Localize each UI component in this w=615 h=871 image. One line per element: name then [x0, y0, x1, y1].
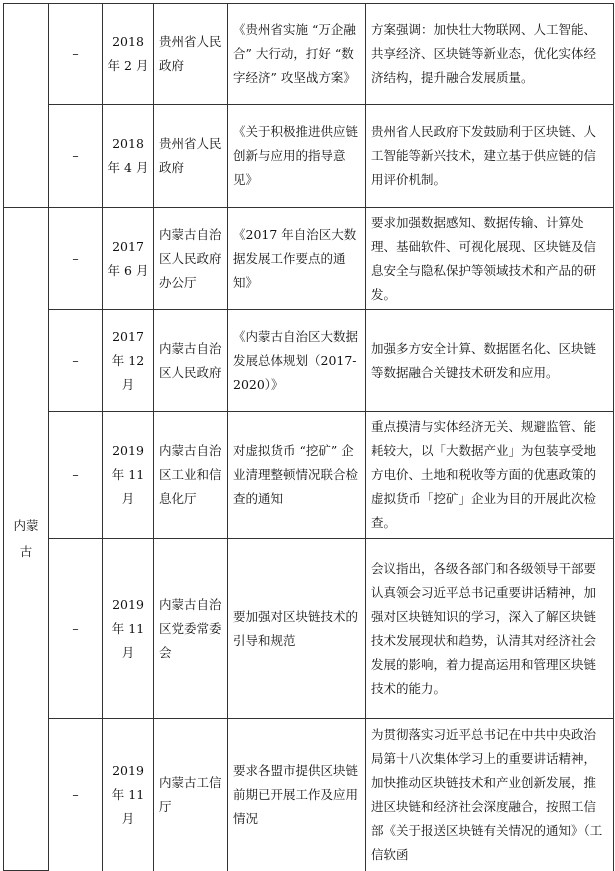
description-cell: 重点摸清与实体经济无关、规避监管、能耗较大，以「大数据产业」为包装享受地方电价、土地和税收等方面的优惠政策的虚拟货币「挖矿」企业为目的开展此次检查。 — [366, 412, 614, 539]
table-row — [4, 4, 614, 105]
description-cell: 加强多方安全计算、数据匿名化、区块链等数据融合关键技术研发和应用。 — [366, 310, 614, 412]
date-cell: 2018 年 4 月 — [103, 105, 154, 208]
org-cell: 贵州省人民政府 — [154, 105, 228, 208]
date-cell: 2018 年 2 月 — [103, 4, 154, 105]
table-row — [4, 539, 614, 719]
title-cell: 对虚拟货币 “挖矿” 企业清理整顿情况联合检查的通知 — [228, 412, 366, 539]
blank-cell: – — [49, 105, 103, 208]
table-row — [4, 208, 614, 310]
description-cell: 贵州省人民政府下发鼓励利于区块链、人工智能等新兴技术，建立基于供应链的信用评价机制。 — [366, 105, 614, 208]
date-cell: 2019 年 11 月 — [103, 412, 154, 539]
date-cell: 2019 年 11 月 — [103, 719, 154, 871]
org-cell: 内蒙古自治区工业和信息化厅 — [154, 412, 228, 539]
table-row — [4, 310, 614, 412]
title-cell: 《关于积极推进供应链创新与应用的指导意见》 — [228, 105, 366, 208]
description-cell: 会议指出，各级各部门和各级领导干部要认真领会习近平总书记重要讲话精神，加强对区块链知识的学习，深入了解区块链技术发展现状和趋势，认清其对经济社会发展的影响，着力提高运用和管理区块链技术的能力。 — [366, 539, 614, 719]
date-cell: 2017 年 6 月 — [103, 208, 154, 310]
date-cell: 2019 年 11 月 — [103, 539, 154, 719]
province-cell-continued — [4, 4, 49, 208]
title-cell: 《内蒙古自治区大数据发展总体规划（2017-2020）》 — [228, 310, 366, 412]
title-cell: 要加强对区块链技术的引导和规范 — [228, 539, 366, 719]
blank-cell: – — [49, 412, 103, 539]
date-cell: 2017 年 12 月 — [103, 310, 154, 412]
blank-cell: – — [49, 539, 103, 719]
province-cell: 内蒙古 — [4, 208, 49, 871]
blank-cell: – — [49, 208, 103, 310]
org-cell: 内蒙古自治区人民政府 — [154, 310, 228, 412]
policy-table — [3, 3, 614, 871]
blank-cell: – — [49, 719, 103, 871]
table-row — [4, 105, 614, 208]
title-cell: 要求各盟市提供区块链前期已开展工作及应用情况 — [228, 719, 366, 871]
blank-cell: – — [49, 310, 103, 412]
blank-cell: – — [49, 4, 103, 105]
description-cell: 方案强调：加快壮大物联网、人工智能、共享经济、区块链等新业态，优化实体经济结构，提升融合发展质量。 — [366, 4, 614, 105]
org-cell: 内蒙古工信厅 — [154, 719, 228, 871]
title-cell: 《贵州省实施 “万企融合” 大行动，打好 “数字经济” 攻坚战方案》 — [228, 4, 366, 105]
org-cell: 内蒙古自治区党委常委会 — [154, 539, 228, 719]
table-row — [4, 412, 614, 539]
table-row — [4, 719, 614, 871]
title-cell: 《2017 年自治区大数据发展工作要点的通知》 — [228, 208, 366, 310]
org-cell: 内蒙古自治区人民政府办公厅 — [154, 208, 228, 310]
description-cell: 要求加强数据感知、数据传输、计算处理、基础软件、可视化展现、区块链及信息安全与隐私保护等领域技术和产品的研发。 — [366, 208, 614, 310]
description-cell: 为贯彻落实习近平总书记在中共中央政治局第十八次集体学习上的重要讲话精神，加快推动区块链技术和产业创新发展，推进区块链和经济社会深度融合，按照工信部《关于报送区块链有关情况的通知》（工信软函 — [366, 719, 614, 871]
org-cell: 贵州省人民政府 — [154, 4, 228, 105]
